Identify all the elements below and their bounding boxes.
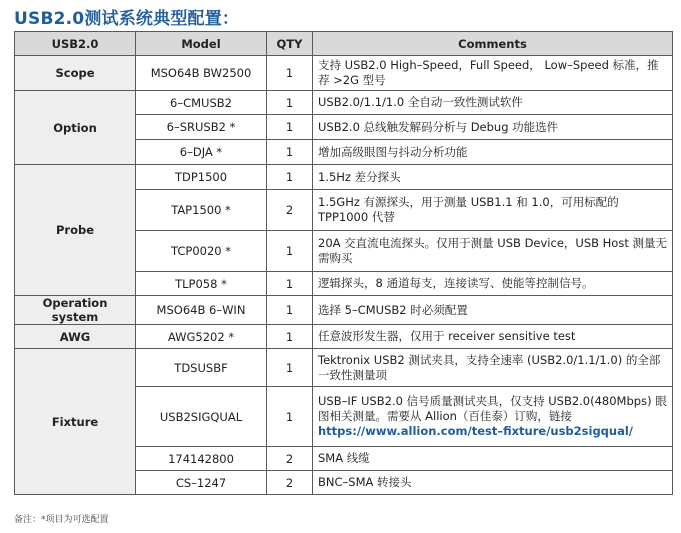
category-option: Option (15, 91, 136, 165)
comment-text: USB–IF USB2.0 信号质量测试夹具，仅支持 USB2.0(480Mbps) 眼图相关测量。需要从 Allion（百佳泰）订购，链接 (318, 394, 667, 423)
category-probe: Probe (15, 165, 136, 296)
category-awg: AWG (15, 325, 136, 349)
header-usb20: USB2.0 (15, 32, 136, 56)
qty-cell: 1 (267, 115, 313, 140)
header-qty: QTY (267, 32, 313, 56)
qty-cell: 2 (267, 190, 313, 231)
qty-cell: 1 (267, 272, 313, 296)
comment-cell: 逻辑探头，8 通道每支，连接读写、使能等控制信号。 (313, 272, 673, 296)
table-row (15, 325, 673, 349)
comment-cell: USB2.0 总线触发解码分析与 Debug 功能选件 (313, 115, 673, 140)
qty-cell: 1 (267, 349, 313, 387)
comment-cell: 1.5GHz 有源探头，用于测量 USB1.1 和 1.0，可用标配的 TPP1000 代替 (313, 190, 673, 231)
qty-cell: 1 (267, 387, 313, 447)
page-title: USB2.0测试系统典型配置： (14, 9, 240, 29)
header-model: Model (136, 32, 267, 56)
qty-cell: 1 (267, 231, 313, 272)
model-cell: TLP058 * (136, 272, 267, 296)
qty-cell: 1 (267, 296, 313, 325)
table-row (15, 165, 673, 190)
model-cell: TDP1500 (136, 165, 267, 190)
comment-cell: 1.5Hz 差分探头 (313, 165, 673, 190)
model-cell: 174142800 (136, 447, 267, 471)
footnote: 备注：*项目为可选配置 (14, 515, 109, 525)
model-cell: MSO64B 6–WIN (136, 296, 267, 325)
model-cell: 6–CMUSB2 (136, 91, 267, 115)
qty-cell: 1 (267, 91, 313, 115)
model-cell: MSO64B BW2500 (136, 56, 267, 91)
qty-cell: 2 (267, 471, 313, 495)
allion-link[interactable]: https://www.allion.com/test–fixture/usb2sigqual/ (318, 424, 633, 438)
category-scope: Scope (15, 56, 136, 91)
qty-cell: 1 (267, 56, 313, 91)
model-cell: AWG5202 * (136, 325, 267, 349)
header-comments: Comments (313, 32, 673, 56)
config-table (14, 31, 673, 495)
category-operation-system: Operation system (15, 296, 136, 325)
table-row (15, 56, 673, 91)
comment-cell: USB2.0/1.1/1.0 全自动一致性测试软件 (313, 91, 673, 115)
qty-cell: 1 (267, 140, 313, 165)
qty-cell: 1 (267, 165, 313, 190)
comment-cell: 20A 交直流电流探头。仅用于测量 USB Device，USB Host 测量无需购买 (313, 231, 673, 272)
model-cell: TAP1500 * (136, 190, 267, 231)
category-fixture: Fixture (15, 349, 136, 495)
qty-cell: 2 (267, 447, 313, 471)
model-cell: CS–1247 (136, 471, 267, 495)
model-cell: 6–SRUSB2 * (136, 115, 267, 140)
comment-cell: 任意波形发生器，仅用于 receiver sensitive test (313, 325, 673, 349)
model-cell: USB2SIGQUAL (136, 387, 267, 447)
table-row (15, 349, 673, 387)
model-cell: 6–DJA * (136, 140, 267, 165)
table-row (15, 91, 673, 115)
comment-cell: Tektronix USB2 测试夹具，支持全速率 (USB2.0/1.1/1.0) 的全部一致性测量项 (313, 349, 673, 387)
model-cell: TDSUSBF (136, 349, 267, 387)
comment-cell: BNC–SMA 转接头 (313, 471, 673, 495)
comment-cell (313, 387, 673, 447)
comment-cell: 支持 USB2.0 High–Speed，Full Speed， Low–Speed 标准，推荐 >2G 型号 (313, 56, 673, 91)
table-header-row (15, 32, 673, 56)
table-row (15, 296, 673, 325)
comment-cell: 增加高级眼图与抖动分析功能 (313, 140, 673, 165)
model-cell: TCP0020 * (136, 231, 267, 272)
comment-cell: 选择 5–CMUSB2 时必须配置 (313, 296, 673, 325)
qty-cell: 1 (267, 325, 313, 349)
comment-cell: SMA 线缆 (313, 447, 673, 471)
